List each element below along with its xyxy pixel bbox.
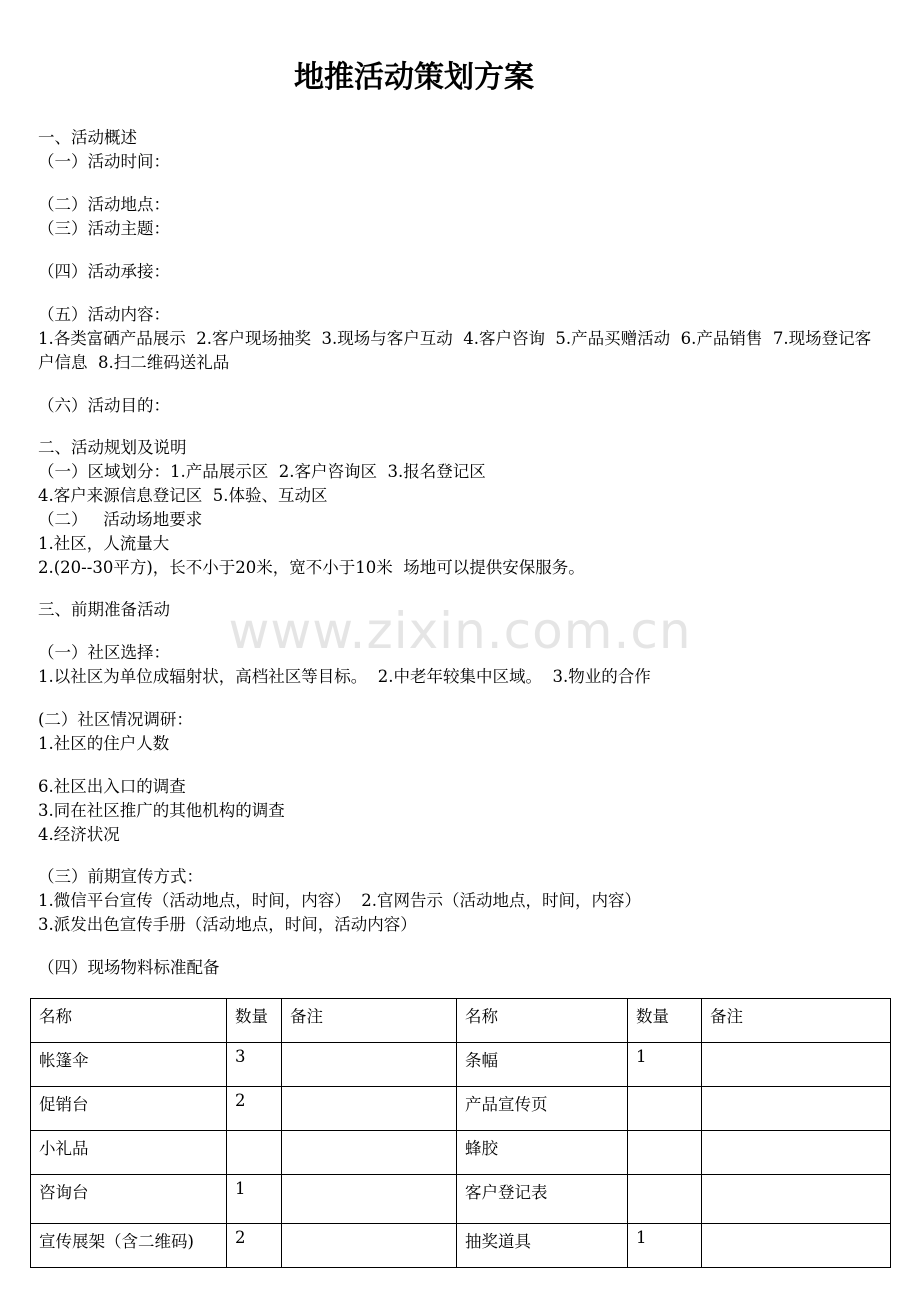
section-heading: 三、前期准备活动 (38, 600, 170, 619)
table-cell (628, 1087, 702, 1131)
table-cell: 1 (628, 1224, 702, 1268)
table-cell (702, 1224, 891, 1268)
header-cell: 备注 (702, 999, 891, 1043)
subheading: （五）活动内容： (38, 305, 170, 324)
table-cell: 帐篷伞 (31, 1043, 227, 1087)
paragraph: 2.(20--30平方)，长不小于20米，宽不小于10米 场地可以提供安保服务。 (38, 558, 585, 577)
table-cell: 咨询台 (31, 1175, 227, 1224)
header-cell: 备注 (282, 999, 457, 1043)
page-title: 地推活动策划方案 (294, 60, 534, 95)
paragraph: 1.社区，人流量大 (38, 534, 170, 553)
paragraph: 4.经济状况 (38, 825, 120, 844)
table-header-row (31, 999, 891, 1043)
table-cell: 产品宣传页 (457, 1087, 628, 1131)
table-cell (702, 1175, 891, 1224)
table-cell: 2 (227, 1087, 282, 1131)
subheading: （二）活动地点： (38, 195, 170, 214)
subheading: （一）活动时间： (38, 152, 170, 171)
table-row (31, 1087, 891, 1131)
table-cell (282, 1087, 457, 1131)
paragraph: 1.微信平台宣传（活动地点，时间，内容） 2.官网告示（活动地点，时间，内容） (38, 891, 641, 910)
subheading: （六）活动目的： (38, 396, 170, 415)
table-row (31, 1043, 891, 1087)
subheading: （一）社区选择： (38, 643, 170, 662)
table-cell: 1 (628, 1043, 702, 1087)
paragraph: 1.以社区为单位成辐射状，高档社区等目标。 2.中老年较集中区域。 3.物业的合作 (38, 667, 651, 686)
materials-table (30, 998, 891, 1268)
table-cell (282, 1175, 457, 1224)
paragraph: （一）区域划分：1.产品展示区 2.客户咨询区 3.报名登记区 (38, 462, 486, 481)
table-cell: 蜂胶 (457, 1131, 628, 1175)
section-heading: 二、活动规划及说明 (38, 438, 187, 457)
paragraph: 6.社区出入口的调查 (38, 777, 186, 796)
subheading: （二） 活动场地要求 (38, 510, 203, 529)
subheading: （三）前期宣传方式： (38, 867, 203, 886)
table-cell (282, 1043, 457, 1087)
table-cell (282, 1131, 457, 1175)
table-cell: 客户登记表 (457, 1175, 628, 1224)
header-cell: 数量 (628, 999, 702, 1043)
table-cell (702, 1131, 891, 1175)
header-cell: 数量 (227, 999, 282, 1043)
paragraph: 1.各类富硒产品展示 2.客户现场抽奖 3.现场与客户互动 4.客户咨询 5.产品买赠活动 6.产品销售 7.现场登记客户信息 8.扫二维码送礼品 (38, 329, 872, 372)
subheading: （四）现场物料标准配备 (38, 958, 220, 977)
header-cell: 名称 (31, 999, 227, 1043)
section-heading: 一、活动概述 (38, 128, 137, 147)
paragraph: 3.同在社区推广的其他机构的调查 (38, 801, 285, 820)
subheading: （三）活动主题： (38, 219, 170, 238)
table-cell: 宣传展架（含二维码) (31, 1224, 227, 1268)
table-cell: 条幅 (457, 1043, 628, 1087)
table-cell: 抽奖道具 (457, 1224, 628, 1268)
table-cell: 小礼品 (31, 1131, 227, 1175)
table-row (31, 1224, 891, 1268)
subheading: (二）社区情况调研： (38, 710, 193, 729)
paragraph: 4.客户来源信息登记区 5.体验、互动区 (38, 486, 328, 505)
table-cell: 1 (227, 1175, 282, 1224)
table-cell: 3 (227, 1043, 282, 1087)
table-cell (702, 1087, 891, 1131)
paragraph: 3.派发出色宣传手册（活动地点，时间，活动内容） (38, 915, 417, 934)
paragraph: 1.社区的住户人数 (38, 734, 170, 753)
table-row (31, 1175, 891, 1224)
table-cell (282, 1224, 457, 1268)
table-cell (628, 1131, 702, 1175)
table-cell (702, 1043, 891, 1087)
table-cell (227, 1131, 282, 1175)
subheading: （四）活动承接： (38, 262, 170, 281)
table-cell: 2 (227, 1224, 282, 1268)
header-cell: 名称 (457, 999, 628, 1043)
table-cell: 促销台 (31, 1087, 227, 1131)
table-row (31, 1131, 891, 1175)
watermark: www.zixin.com.cn (228, 602, 692, 660)
table-cell (628, 1175, 702, 1224)
